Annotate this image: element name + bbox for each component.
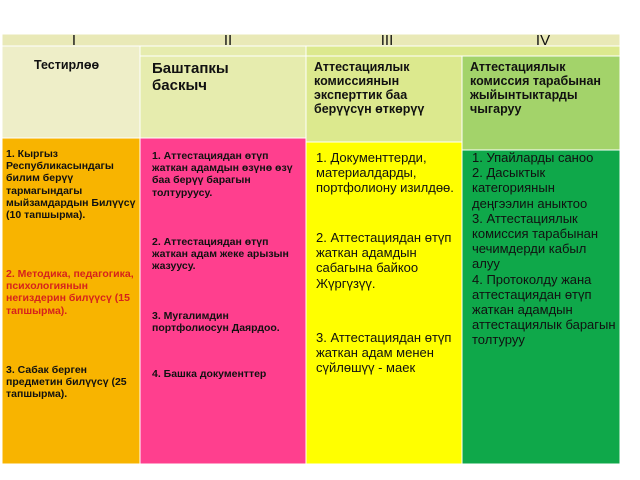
column-4-title: Аттестациялык комиссия тарабынан жыйынтыктарды чыгаруу [470, 60, 601, 116]
column-3-item-3: 3. Аттестациядан өтүп жаткан адам менен сүйлөшүү - маек [316, 330, 452, 376]
column-4-numeral: IV [535, 32, 551, 49]
column-3-title: Аттестациялык комиссиянын эксперттик баа берүүсүн өткөрүү [314, 60, 425, 116]
column-2-title: Баштапкы баскыч [152, 60, 229, 94]
column-1-header [2, 34, 620, 46]
column-4-item-1: 1. Упайларды саноо 2. Дасыктык категориянын деңгээлин аныктоо 3. Аттестациялык комиссия тарабынан чечимдерди кабыл алуу 4. Протоколду жана аттестациядан өтүп жаткан адамдын аттестациялык барагын толтуруу [472, 150, 616, 348]
column-3-item-2: 2. Аттестациядан өтүп жаткан адамдын сабагына байкоо Жүргүзүү. [316, 230, 452, 291]
column-3-header [306, 46, 620, 56]
column-1-item-3: 3. Сабак берген предметин билүүсү (25 тапшырма). [6, 364, 127, 401]
column-2-item-1: 1. Аттестациядан өтүп жаткан адамдын өзүнө өзү баа берүү барагын толтуруусу. [152, 150, 293, 199]
column-2-item-4: 4. Башка документтер [152, 368, 267, 380]
column-3-item-1: 1. Документтерди, материалдарды, портфолиону изилдөө. [316, 150, 454, 196]
column-1-title: Тестирлөө [34, 58, 100, 72]
column-1-numeral: I [71, 32, 77, 49]
column-2-item-2: 2. Аттестациядан өтүп жаткан адам жеке арызын жазуусу. [152, 236, 289, 273]
column-1-item-2: 2. Методика, педагогика, психологиянын негиздерин билүүсү (15 тапшырма). [6, 268, 134, 317]
column-1-item-1: 1. Кыргыз Республикасындагы билим берүү тармагындагы мыйзамдардын Билүүсү (10 тапшырма). [6, 148, 136, 222]
column-2-numeral: II [223, 32, 233, 49]
column-2-item-3: 3. Мугалимдин портфолиосун Даярдоо. [152, 310, 280, 335]
column-3-numeral: III [380, 32, 394, 49]
